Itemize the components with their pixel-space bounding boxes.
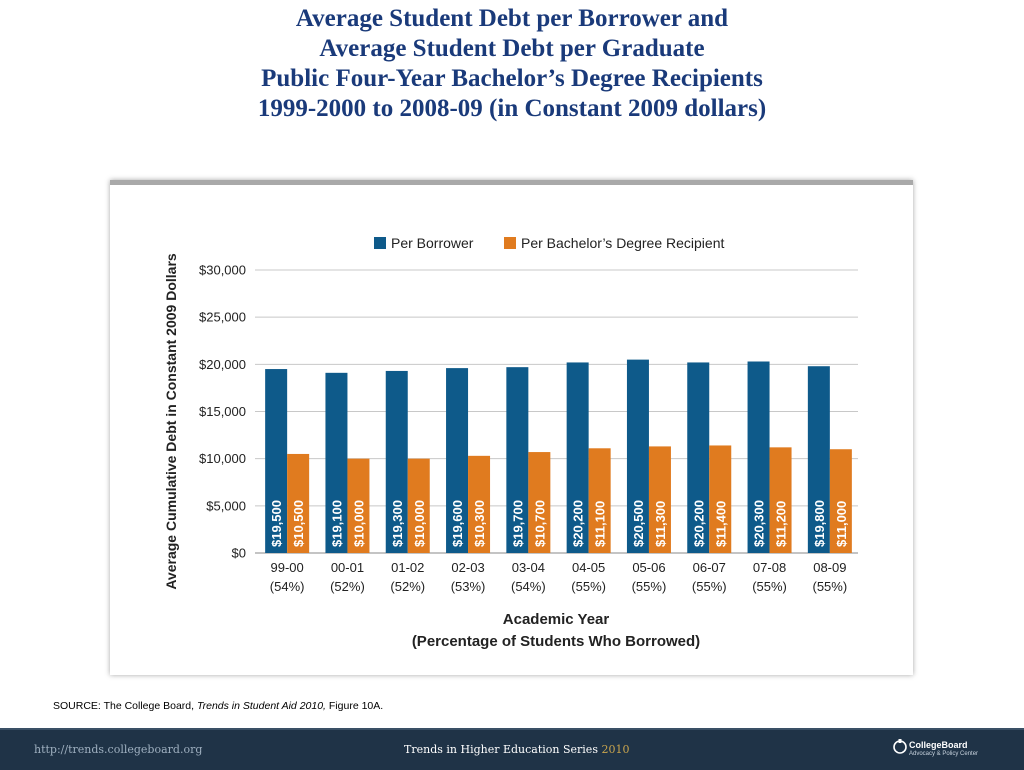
source-prefix: SOURCE: The College Board, (53, 700, 195, 712)
collegeboard-logo (893, 736, 1015, 766)
bar-chart (110, 185, 913, 675)
bar-value-label: $11,200 (773, 500, 789, 547)
bar-value-label: $10,000 (411, 500, 427, 547)
bar-value-label: $20,200 (570, 499, 586, 547)
bar-value-label: $19,600 (450, 500, 466, 547)
bar-value-label: $20,200 (691, 500, 707, 547)
source-publication: Trends in Student Aid 2010, (196, 700, 326, 712)
legend-swatch (374, 237, 386, 249)
acorn-icon (893, 738, 907, 754)
title-line: 1999-2000 to 2008-09 (in Constant 2009 dollars) (257, 95, 767, 122)
y-tick-label: $30,000 (199, 262, 246, 278)
chart-frame (110, 180, 913, 675)
x-tick-label: 00-01 (330, 560, 365, 575)
x-tick-sublabel: (52%) (390, 579, 426, 594)
footer-url: http://trends.collegeboard.org (34, 743, 203, 756)
source-note (53, 700, 383, 712)
bar-value-label: $20,500 (630, 500, 646, 547)
y-axis-title: Average Cumulative Debt in Constant 2009 Dollars (163, 253, 179, 590)
bar-value-label: $10,500 (291, 500, 307, 547)
x-tick-sublabel: (55%) (571, 579, 606, 594)
source-suffix: Figure 10A. (328, 700, 384, 712)
x-tick-label: 01-02 (391, 560, 425, 575)
bar-value-label: $19,700 (510, 500, 526, 547)
title-line: Public Four-Year Bachelor’s Degree Recipients (261, 65, 763, 92)
bar-value-label: $20,300 (751, 500, 767, 547)
bar-value-label: $11,300 (652, 500, 668, 547)
bar-value-label: $19,100 (329, 500, 345, 547)
legend-label: Per Bachelor’s Degree Recipient (521, 235, 725, 251)
y-tick-label: $5,000 (206, 498, 246, 514)
bar-value-label: $11,400 (713, 500, 729, 547)
x-tick-sublabel: (55%) (631, 579, 667, 594)
bar-value-label: $10,000 (351, 500, 367, 547)
bar-value-label: $19,800 (811, 500, 827, 547)
bar-value-label: $10,700 (532, 500, 548, 547)
y-tick-label: $0 (231, 545, 246, 561)
x-tick-label: 04-05 (572, 560, 606, 575)
legend-swatch (504, 237, 516, 249)
y-tick-label: $15,000 (199, 404, 246, 419)
x-tick-label: 03-04 (511, 560, 545, 575)
y-tick-label: $25,000 (199, 309, 246, 325)
logo-subtitle: Advocacy & Policy Center (909, 751, 979, 757)
logo-name: CollegeBoard (909, 740, 968, 750)
x-tick-sublabel: (55%) (752, 579, 787, 594)
footer-bar (0, 728, 1024, 770)
x-tick-sublabel: (53%) (450, 579, 486, 594)
footer-series-name: Trends in Higher Education Series (404, 743, 598, 756)
x-tick-sublabel: (55%) (691, 579, 727, 594)
x-tick-sublabel: (55%) (812, 579, 848, 594)
x-tick-label: 07-08 (752, 560, 787, 575)
footer-series (404, 743, 629, 756)
x-axis-title: Academic Year (502, 611, 610, 628)
x-tick-label: 05-06 (632, 560, 666, 575)
x-tick-label: 02-03 (451, 560, 485, 575)
x-tick-label: 08-09 (813, 560, 847, 575)
bar-value-label: $11,100 (592, 500, 608, 547)
x-tick-label: 99-00 (270, 560, 304, 575)
title-line: Average Student Debt per Borrower and (295, 5, 729, 32)
x-tick-sublabel: (54%) (511, 579, 546, 594)
bar-value-label: $10,300 (472, 500, 488, 547)
x-tick-sublabel: (54%) (269, 579, 305, 594)
legend-label: Per Borrower (391, 235, 474, 251)
title-line: Average Student Debt per Graduate (319, 35, 705, 62)
x-tick-label: 06-07 (692, 560, 726, 575)
x-axis-subtitle: (Percentage of Students Who Borrowed) (411, 633, 701, 650)
bar-value-label: $19,500 (269, 500, 285, 547)
slide-title (0, 4, 1024, 124)
bar-value-label: $19,300 (389, 500, 405, 547)
bar-value-label: $11,000 (833, 500, 849, 547)
x-tick-sublabel: (52%) (330, 579, 365, 594)
y-tick-label: $20,000 (199, 356, 246, 372)
footer-series-year: 2010 (601, 743, 630, 756)
y-tick-label: $10,000 (199, 451, 246, 467)
